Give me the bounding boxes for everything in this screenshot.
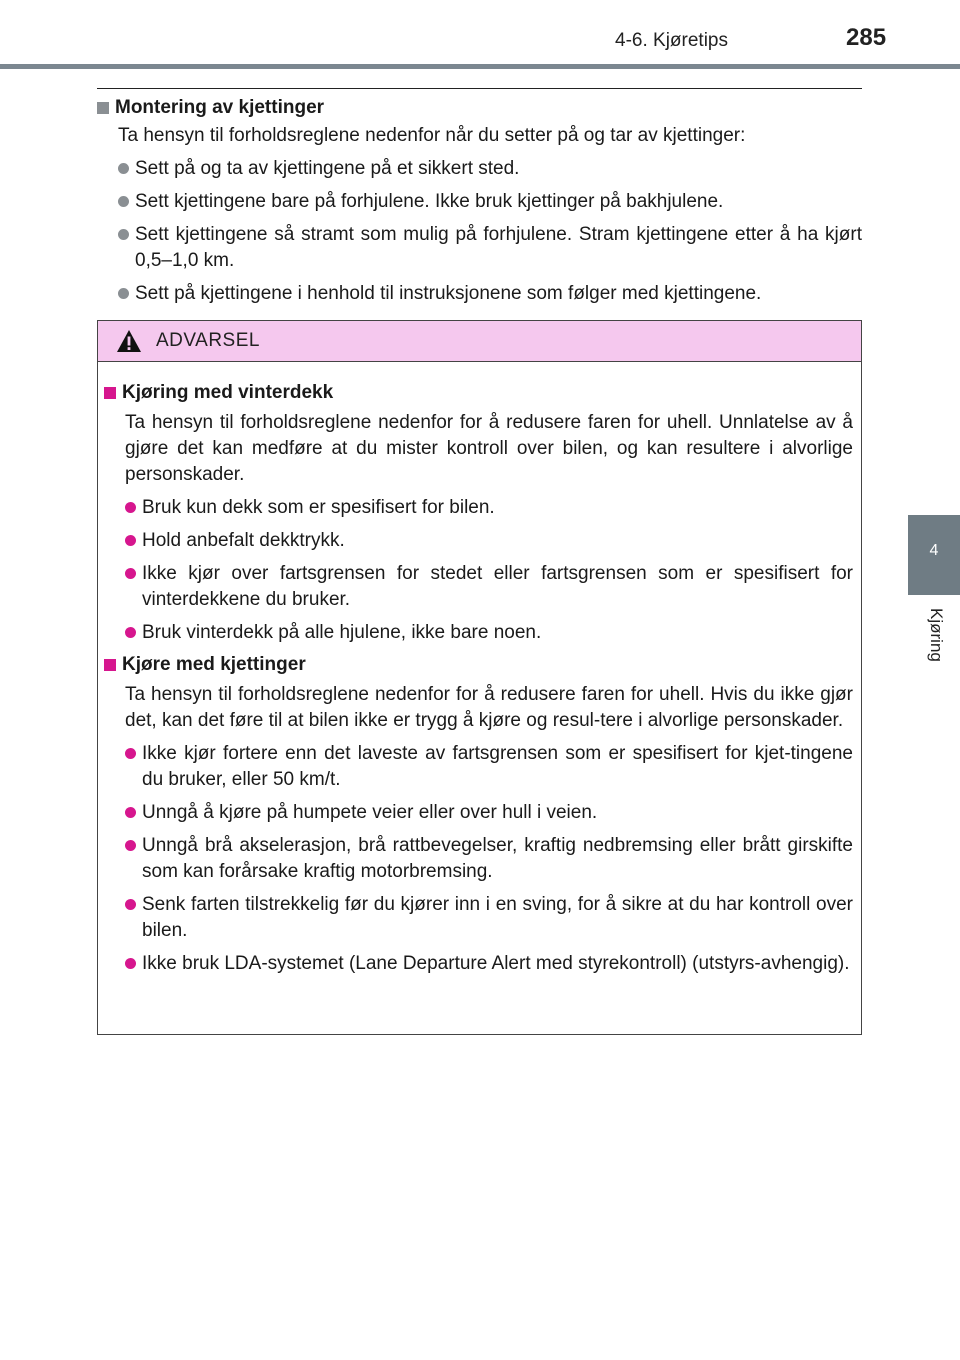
content-rule bbox=[97, 88, 862, 89]
list-item: Unngå å kjøre på humpete veier eller over hull i veien. bbox=[104, 800, 853, 826]
warning-box bbox=[97, 320, 862, 1035]
list-item: Hold anbefalt dekktrykk. bbox=[104, 528, 853, 554]
list-item: Sett kjettingene så stramt som mulig på forhjulene. Stram kjettingene etter å ha kjørt 0,5–1,0 km. bbox=[97, 222, 862, 274]
list-item: Bruk kun dekk som er spesifisert for bilen. bbox=[104, 495, 853, 521]
chapter-label bbox=[908, 600, 960, 690]
list-item: Bruk vinterdekk på alle hjulene, ikke bare noen. bbox=[104, 620, 853, 646]
circle-bullet-icon bbox=[125, 807, 136, 818]
mounting-bullets bbox=[97, 156, 862, 307]
circle-bullet-icon bbox=[118, 288, 129, 299]
square-bullet-icon bbox=[104, 659, 116, 671]
circle-bullet-icon bbox=[125, 958, 136, 969]
header-rule bbox=[0, 64, 960, 69]
winter-tires-title: Kjøring med vinterdekk bbox=[122, 382, 334, 403]
circle-bullet-icon bbox=[125, 502, 136, 513]
circle-bullet-icon bbox=[125, 899, 136, 910]
chains-text: Ta hensyn til forholdsreglene nedenfor for å redusere faren for uhell. Hvis du ikke gjør det, kan det føre til at bilen ikke er trygg å kjøre og resul-tere i alvorlige personskader. bbox=[125, 684, 853, 731]
chapter-tab: 4 bbox=[908, 515, 960, 595]
circle-bullet-icon bbox=[125, 535, 136, 546]
list-item: Ikke kjør over fartsgrensen for stedet eller fartsgrensen som er spesifisert for vinterdekkene du bruker. bbox=[104, 561, 853, 613]
list-item: Sett på og ta av kjettingene på et sikkert sted. bbox=[97, 156, 862, 182]
list-item: Senk farten tilstrekkelig før du kjører inn i en sving, for å sikre at du har kontroll over bilen. bbox=[104, 892, 853, 944]
circle-bullet-icon bbox=[125, 840, 136, 851]
square-bullet-icon bbox=[97, 102, 109, 114]
warning-body bbox=[98, 362, 861, 977]
winter-tires-heading bbox=[104, 380, 853, 406]
list-item: Sett på kjettingene i henhold til instruksjonene som følger med kjettingene. bbox=[97, 281, 862, 307]
list-item: Ikke bruk LDA-systemet (Lane Departure Alert med styrekontroll) (utstyrs-avhengig). bbox=[104, 951, 853, 977]
circle-bullet-icon bbox=[118, 196, 129, 207]
chains-heading bbox=[104, 652, 853, 678]
list-item: Ikke kjør fortere enn det laveste av fartsgrensen som er spesifisert for kjet-tingene du bruker, eller 50 km/t. bbox=[104, 741, 853, 793]
chapter-label-text: Kjøring bbox=[927, 608, 946, 662]
circle-bullet-icon bbox=[125, 568, 136, 579]
winter-tires-text: Ta hensyn til forholdsreglene nedenfor for å redusere faren for uhell. Unnlatelse av å gjøre det kan medføre at du mister kontroll over bilen, og kan resultere i alvorlige personskader. bbox=[125, 412, 853, 485]
chains-title: Kjøre med kjettinger bbox=[122, 654, 306, 675]
mounting-heading bbox=[97, 95, 862, 121]
warning-label: ADVARSEL bbox=[156, 330, 260, 351]
circle-bullet-icon bbox=[125, 627, 136, 638]
circle-bullet-icon bbox=[118, 229, 129, 240]
list-item: Sett kjettingene bare på forhjulene. Ikke bruk kjettinger på bakhjulene. bbox=[97, 189, 862, 215]
mounting-title: Montering av kjettinger bbox=[115, 97, 325, 118]
warning-triangle-icon bbox=[116, 329, 142, 353]
warning-header bbox=[98, 321, 861, 362]
circle-bullet-icon bbox=[125, 748, 136, 759]
section-title: 4-6. Kjøretips bbox=[615, 30, 728, 51]
circle-bullet-icon bbox=[118, 163, 129, 174]
page-number: 285 bbox=[846, 24, 887, 51]
square-bullet-icon bbox=[104, 387, 116, 399]
mounting-intro: Ta hensyn til forholdsreglene nedenfor når du setter på og tar av kjettinger: bbox=[118, 125, 746, 146]
mounting-section bbox=[97, 95, 862, 307]
list-item: Unngå brå akselerasjon, brå rattbevegelser, kraftig nedbremsing eller brått girskifte som kan forårsake kraftig motorbremsing. bbox=[104, 833, 853, 885]
